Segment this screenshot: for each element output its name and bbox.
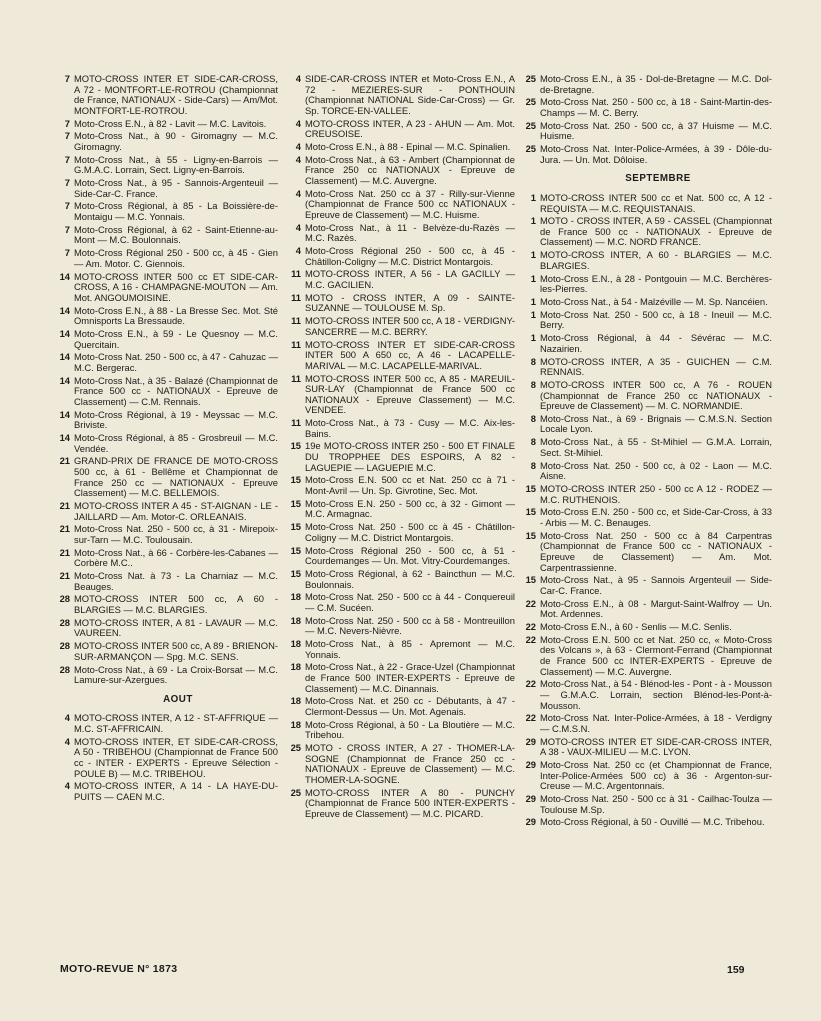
entry-text: Moto-Cross Régional, à 85 - Grosbreuil — M.C. Vendée. (74, 432, 278, 454)
entry-text: Moto-Cross Nat. Inter-Police-Armées, à 39 - Dôle-du-Jura. — Un. Mot. Dôloise. (540, 143, 772, 165)
calendar-entry (289, 223, 515, 244)
entry-day: 14 (59, 432, 70, 444)
entry-day: 1 (530, 272, 536, 284)
entry-text: Moto-Cross Régional, à 85 - La Boissière-de-Montaigu — M.C. Yonnais. (74, 200, 278, 223)
entry-day: 18 (290, 661, 301, 673)
calendar-entry (289, 293, 515, 314)
calendar-entry (58, 306, 278, 327)
entry-day: 25 (525, 96, 536, 108)
entry-text: Moto-Cross E.N. 500 cc et Nat. 250 cc, « Moto-Cross des Volcans », à 63 - Clermont-Ferrand (Championnat de France 500 cc INTER-EXPERTS - Epreuve de Classement) — M.C. Auvergne. (540, 633, 772, 677)
entry-text: Moto-Cross Nat. 250 cc (et Championnat de France, Inter-Police-Armées 500 cc) à 36 - Argenton-sur-Creuse — M.C. Argentonnais. (540, 759, 772, 792)
calendar-entry (524, 575, 772, 596)
calendar-entry (58, 178, 278, 199)
calendar-entry (289, 475, 515, 496)
calendar-entry (524, 622, 772, 633)
month-heading: SEPTEMBRE (625, 173, 691, 185)
entry-text: Moto-Cross Nat. à 73 - La Charniaz — M.C. Beauges. (74, 570, 278, 592)
entry-day: 15 (525, 506, 536, 518)
entry-text: Moto-Cross E.N., à 35 - Dol-de-Bretagne — M.C. Dol-de-Bretagne. (540, 73, 772, 95)
entry-text: Moto-Cross Nat., à 35 - Balazé (Championnat de France 500 cc - NATIONAUX - Epreuve de Classement) — C.M. Rennais. (74, 374, 278, 407)
entry-text: Moto-Cross E.N. 250 - 500 cc, à 32 - Gimont — M.C. Armagnac. (305, 497, 515, 520)
entry-day: 8 (530, 355, 536, 367)
entry-day: 22 (525, 633, 536, 645)
calendar-entry (524, 74, 772, 95)
entry-text: Moto-Cross E.N. 500 cc et Nat. 250 cc à 71 - Mont-Avril — Un. Sp. Givrotine, Sec. Mot. (305, 474, 515, 496)
calendar-entry (58, 456, 278, 498)
entry-text: Moto-Cross E.N. 250 - 500 cc, et Side-Car-Cross, à 33 - Arbis — M. C. Benauges. (540, 506, 772, 528)
calendar-entry (58, 201, 278, 222)
calendar-entry (289, 155, 515, 187)
entry-text: Moto-Cross Nat., à 95 - Sannois Argenteuil — Side-Car-C. France. (540, 574, 772, 596)
entry-day: 21 (59, 455, 70, 467)
entry-day: 7 (64, 223, 70, 235)
entry-day: 28 (59, 640, 70, 652)
calendar-entry (289, 189, 515, 221)
page-number: 159 (727, 964, 745, 976)
entry-text: Moto-Cross Nat. 250 - 500 cc, à 31 - Mirepoix-sur-Tarn — M.C. Toulousain. (74, 523, 278, 545)
entry-text: SIDE-CAR-CROSS INTER et Moto-Cross E.N., A 72 - MEZIERES-SUR - PONTHOUIN (Championnat NATIONAL Side-Car-Cross) — Gr. Sp. TORCE-EN-VALLEE. (305, 73, 515, 116)
entry-text: Moto-Cross Régional 250 - 500 cc, à 51 - Courdemanges — Un. Mot. Vitry-Courdemanges. (305, 544, 515, 567)
calendar-entry (289, 74, 515, 116)
entry-text: Moto-Cross Nat., à 55 - St-Mihiel — G.M.A. Lorrain, Sect. St-Mihiel. (540, 436, 772, 458)
entry-text: MOTO - CROSS INTER, A 27 - THOMER-LA-SOGNE (Championnat de France 250 cc - NATIONAUX - Epreuve de Classement) — M.C. THOMER-LA-SOGNE. (305, 742, 515, 785)
entry-day: 25 (525, 119, 536, 131)
entry-day: 4 (295, 187, 301, 199)
entry-day: 28 (59, 616, 70, 628)
calendar-entry (524, 297, 772, 308)
entry-day: 7 (64, 177, 70, 189)
entry-text: MOTO-CROSS INTER 500 cc, A 18 - VERDIGNY-SANCERRE — M.C. BERRY. (305, 315, 515, 337)
entry-text: MOTO-CROSS INTER 500 cc, A 85 - MAREUIL-SUR-LAY (Championnat de France 500 cc NATIONAUX - Epreuve Classement) — M.C. VENDEE. (305, 372, 515, 416)
calendar-entry (289, 418, 515, 439)
entry-day: 11 (291, 268, 301, 280)
entry-text: Moto-Cross E.N., à 88 - La Bresse Sec. Mot. Sté Omnisports La Bressaude. (74, 304, 278, 327)
entry-text: Moto-Cross Régional 250 - 500 cc, à 45 - Châtillon-Coligny — M.C. District Montargois. (305, 245, 515, 267)
entry-text: MOTO-CROSS INTER, A 12 - ST-AFFRIQUE — M.C. ST-AFFRICAIN. (74, 712, 278, 734)
entry-day: 11 (291, 372, 301, 384)
entry-text: Moto-Cross Régional, à 62 - Saint-Etienne-au-Mont — M.C. Boulonnais. (74, 223, 278, 246)
entry-text: MOTO-CROSS INTER 500 cc, A 76 - ROUEN (Championnat de France 250 cc NATIONAUX - Epreuve de Classement) — M. C. NORMANDIE. (540, 378, 772, 412)
entry-day: 15 (290, 521, 301, 533)
calendar-entry (524, 713, 772, 734)
entry-day: 1 (530, 296, 536, 307)
calendar-entry (524, 461, 772, 482)
entry-text: Moto-Cross E.N., à 28 - Pontgouin — M.C. Berchères-les-Pierres. (540, 272, 772, 295)
calendar-entry (289, 743, 515, 785)
entry-text: Moto-Cross Nat., à 54 - Malzéville — M. Sp. Nancéien. (540, 296, 768, 307)
calendar-entry (524, 599, 772, 620)
calendar-entry (289, 316, 515, 337)
entry-text: Moto-Cross Nat., à 69 - Brignais — C.M.S.N. Section Locale Lyon. (540, 412, 772, 435)
entry-text: MOTO-CROSS INTER 500 cc, A 60 - BLARGIES — M.C. BLARGIES. (74, 593, 278, 616)
entry-text: Moto-Cross Nat., à 55 - Ligny-en-Barrois — G.M.A.C. Lorrain, Sect. Ligny-en-Barrois. (74, 153, 278, 176)
calendar-entry (524, 144, 772, 165)
calendar-entry (289, 340, 515, 372)
entry-day: 1 (530, 215, 536, 227)
entry-text: Moto-Cross Nat. 250 - 500 cc à 44 - Conquereuil — C.M. Sucéen. (305, 591, 515, 613)
entry-text: Moto-Cross Nat., à 11 - Belvèze-du-Razès — M.C. Razès. (305, 221, 515, 244)
entry-text: MOTO-CROSS INTER 500 cc et Nat. 500 cc, A 12 - REQUISTA — M.C. REQUISTANAIS. (540, 191, 772, 214)
entry-day: 25 (525, 73, 536, 84)
entry-text: Moto-Cross Nat. 250 cc à 37 - Rilly-sur-Vienne (Championnat de France 500 cc NATIONAUX - Epreuve de Classement) — M.C. Huisme. (305, 187, 515, 220)
entry-day: 21 (59, 523, 70, 535)
calendar-entry (58, 131, 278, 152)
calendar-entry (524, 310, 772, 331)
calendar-entry (58, 272, 278, 304)
entry-text: MOTO-CROSS INTER, A 81 - LAVAUR — M.C. VAUREEN. (74, 616, 278, 639)
calendar-entry (289, 499, 515, 520)
entry-text: MOTO-CROSS INTER ET SIDE-CAR-CROSS, A 72 - MONTFORT-LE-ROTROU (Championnat de France, NATIONAUX - Side-Cars) — Am/Mot. MONTFORT-LE-ROTROU. (74, 73, 278, 116)
entry-day: 18 (290, 695, 301, 707)
entry-text: MOTO-CROSS INTER 500 cc ET SIDE-CAR-CROSS, A 16 - CHAMPAGNE-MOUTON — Am. Mot. ANGOUMOISINE. (74, 270, 278, 303)
entry-text: Moto-Cross Nat., à 63 - Ambert (Championnat de France 250 cc NATIONAUX - Epreuve de Classement) — M.C. Auvergne. (305, 153, 515, 186)
calendar-entry (58, 548, 278, 569)
calendar-entry (58, 524, 278, 545)
calendar-entry (524, 635, 772, 677)
entry-day: 25 (290, 742, 301, 754)
entry-day: 21 (59, 570, 70, 582)
entry-day: 18 (290, 591, 301, 603)
entry-day: 14 (59, 270, 70, 282)
entry-text: Moto-Cross Nat. 250 - 500 cc, à 47 - Cahuzac — M.C. Bergerac. (74, 351, 278, 373)
entry-day: 11 (291, 291, 301, 303)
entry-text: MOTO-CROSS INTER ET SIDE-CAR-CROSS INTER, A 38 - VAUX-MILIEU — M.C. LYON. (540, 735, 772, 758)
calendar-entry (524, 380, 772, 412)
entry-day: 28 (59, 593, 70, 605)
entry-text: Moto-Cross Nat. 250 - 500 cc, à 18 - Ineuil — M.C. Berry. (540, 308, 772, 331)
calendar-entry (58, 329, 278, 350)
calendar-entry (58, 376, 278, 408)
entry-day: 22 (525, 678, 536, 690)
entry-day: 22 (525, 712, 536, 724)
entry-text: Moto-Cross Nat. 250 - 500 cc à 58 - Montreuillon — M.C. Nevers-Nièvre. (305, 614, 515, 637)
entry-day: 25 (525, 143, 536, 155)
calendar-entry (58, 74, 278, 116)
calendar-entry (289, 546, 515, 567)
entry-day: 1 (530, 308, 536, 320)
entry-text: Moto-Cross Nat. 250 - 500 cc, à 02 - Laon — M.C. Aisne. (540, 459, 772, 482)
calendar-entry (58, 713, 278, 734)
entry-day: 15 (290, 497, 301, 509)
entry-day: 28 (59, 663, 70, 675)
entry-text: Moto-Cross Nat., à 66 - Corbère-les-Cabanes — Corbère M.C.. (74, 546, 278, 569)
calendar-entry (524, 250, 772, 271)
entry-day: 14 (59, 408, 70, 420)
entry-text: Moto-Cross Régional, à 62 - Baincthun — M.C. Boulonnais. (305, 567, 515, 590)
entry-day: 7 (64, 200, 70, 212)
calendar-entry (289, 662, 515, 694)
entry-day: 4 (295, 245, 301, 257)
entry-day: 4 (64, 712, 70, 724)
entry-text: Moto-Cross Nat. et 250 cc - Débutants, à 47 - Clermont-Dessus — Un. Mot. Agenais. (305, 695, 515, 717)
calendar-entry (524, 484, 772, 505)
entry-text: MOTO-CROSS INTER, ET SIDE-CAR-CROSS, A 50 - TRIBEHOU (Championnat de France 500 cc - INTER - EXPERTS - Epreuve Sélection - POULE B) — M.C. TRIBEHOU. (74, 735, 278, 779)
calendar-entry (524, 274, 772, 295)
calendar-entry (58, 352, 278, 373)
entry-text: Moto-Cross Nat. 250 - 500 cc à 31 - Cailhac-Toulza — Toulouse M.Sp. (540, 793, 772, 815)
entry-text: Moto-Cross E.N., à 82 - Lavit — M.C. Lavitois. (74, 117, 267, 129)
entry-text: Moto-Cross Nat. 250 - 500 cc, à 18 - Saint-Martin-des-Champs — M. C. Berry. (540, 96, 772, 118)
entry-day: 11 (291, 315, 301, 327)
calendar-entry (289, 639, 515, 660)
calendar-entry (524, 817, 772, 828)
calendar-entry (58, 155, 278, 176)
calendar-entry (524, 193, 772, 214)
calendar-entry (58, 119, 278, 130)
column-1 (58, 74, 278, 805)
entry-text: Moto-Cross E.N., à 08 - Margut-Saint-Walfroy — Un. Mot. Ardennes. (540, 597, 772, 620)
entry-text: Moto-Cross Nat., à 73 - Cusy — M.C. Aix-les-Bains. (305, 417, 515, 439)
entry-day: 7 (64, 130, 70, 142)
calendar-entry (289, 441, 515, 473)
entry-text: MOTO-CROSS INTER 250 - 500 cc A 12 - RODEZ — M.C. RUTHENOIS. (540, 483, 772, 505)
calendar-entry (289, 616, 515, 637)
entry-text: MOTO-CROSS INTER A 80 - PUNCHY (Championnat de France 500 INTER-EXPERTS - Epreuve de Classement) — M.C. PICARD. (305, 786, 515, 819)
entry-text: Moto-Cross Nat., à 54 - Blénod-les - Pont - à - Mousson — G.M.A.C. Lorrain, section Blénod-les-Pont-à-Mousson. (540, 678, 772, 711)
entry-day: 4 (64, 735, 70, 747)
entry-text: 19e MOTO-CROSS INTER 250 - 500 ET FINALE DU TROPPHEE DES ESPOIRS, A 82 - LAGUEPIE — LAGUEPIE M.C. (305, 440, 515, 473)
entry-day: 18 (290, 614, 301, 626)
calendar-entry (58, 433, 278, 454)
calendar-entry (289, 142, 515, 153)
calendar-entry (58, 641, 278, 662)
entry-day: 15 (290, 544, 301, 556)
entry-day: 8 (530, 412, 536, 424)
calendar-entry (58, 571, 278, 592)
entry-text: Moto-Cross Nat. 250 - 500 cc à 45 - Châtillon-Coligny — M.C. District Montargois. (305, 521, 515, 543)
entry-day: 4 (295, 73, 301, 84)
entry-day: 15 (290, 567, 301, 579)
entry-day: 7 (64, 247, 70, 259)
column-2 (289, 74, 515, 822)
entry-text: Moto-Cross E.N., à 59 - Le Quesnoy — M.C. Quercitain. (74, 327, 278, 350)
calendar-entry (58, 737, 278, 779)
entry-text: Moto-Cross Nat. Inter-Police-Armées, à 18 - Verdigny — C.M.S.N. (540, 712, 772, 734)
calendar-entry (524, 97, 772, 118)
entry-text: Moto-Cross Régional, à 44 - Sévérac — M.C. Nazairien. (540, 332, 772, 354)
entry-text: Moto-Cross Régional 250 - 500 cc, à 45 - Gien — Am. Motor. C. Giennois. (74, 247, 278, 269)
entry-day: 29 (525, 816, 536, 828)
calendar-entry (289, 569, 515, 590)
entry-text: MOTO-CROSS INTER 500 cc, A 89 - BRIENON-SUR-ARMANÇON — Spg. M.C. SENS. (74, 640, 278, 662)
entry-text: MOTO-CROSS INTER, A 14 - LA HAYE-DU-PUITS — CAEN M.C. (74, 780, 278, 802)
entry-day: 15 (525, 574, 536, 586)
calendar-entry (58, 225, 278, 246)
entry-day: 4 (64, 780, 70, 792)
calendar-entry (524, 794, 772, 815)
magazine-issue: MOTO-REVUE N° 1873 (60, 963, 178, 975)
entry-day: 15 (290, 474, 301, 486)
entry-day: 7 (64, 73, 70, 84)
calendar-entry (289, 119, 515, 140)
entry-day: 11 (291, 417, 301, 429)
entry-day: 1 (530, 191, 536, 203)
entry-day: 11 (291, 338, 301, 350)
entry-text: Moto-Cross Nat. 250 - 500 cc à 84 Carpentras (Championnat de France 500 cc - NATIONAUX - Epreuve de Classement) — Am. Mot. Carpentrassienne. (540, 529, 772, 573)
entry-day: 21 (59, 546, 70, 558)
calendar-entry (524, 437, 772, 458)
entry-day: 21 (59, 499, 70, 511)
entry-text: Moto-Cross E.N., à 60 - Senlis — M.C. Senlis. (540, 621, 732, 633)
entry-day: 1 (530, 332, 536, 344)
entry-day: 25 (290, 786, 301, 798)
entry-day: 15 (290, 440, 301, 452)
calendar-entry (289, 374, 515, 416)
calendar-entry (58, 410, 278, 431)
entry-text: MOTO-CROSS INTER, A 35 - GUICHEN — C.M. RENNAIS. (540, 355, 772, 378)
entry-text: MOTO-CROSS INTER, A 23 - AHUN — Am. Mot. CREUSOISE. (305, 117, 515, 140)
calendar-entry (58, 618, 278, 639)
calendar-entry (58, 594, 278, 615)
entry-day: 18 (290, 718, 301, 730)
entry-day: 14 (59, 374, 70, 386)
entry-text: Moto-Cross Nat., à 90 - Giromagny — M.C. Giromagny. (74, 130, 278, 152)
entry-day: 4 (295, 117, 301, 129)
entry-text: Moto-Cross Nat., à 85 - Apremont — M.C. Yonnais. (305, 638, 515, 660)
entry-text: Moto-Cross Nat., à 22 - Grace-Uzel (Championnat de France 500 INTER-EXPERTS - Epreuve de Classement) — M.C. Dinannais. (305, 661, 515, 694)
entry-day: 8 (530, 378, 536, 390)
calendar-entry (289, 522, 515, 543)
entry-text: MOTO-CROSS INTER A 45 - ST-AIGNAN - LE - JAILLARD — Am. Motor-C. ORLEANAIS. (74, 499, 278, 522)
calendar-entry (289, 269, 515, 290)
calendar-entry (524, 357, 772, 378)
entry-day: 29 (525, 735, 536, 747)
entry-text: GRAND-PRIX DE FRANCE DE MOTO-CROSS 500 cc, à 61 - Bellême et Championnat de France 250 cc — NATIONAUX - Epreuve Classement) — M.C. BELLEMOIS. (74, 455, 278, 499)
entry-day: 7 (64, 117, 70, 129)
entry-day: 7 (64, 153, 70, 165)
entry-text: Moto-Cross Nat., à 69 - La Croix-Borsat — M.C. Lamure-sur-Azergues. (74, 663, 278, 686)
entry-text: Moto-Cross Régional, à 50 - Ouvillé — M.C. Tribehou. (540, 816, 765, 828)
entry-day: 22 (525, 597, 536, 609)
column-3 (524, 74, 772, 830)
calendar-entry (289, 246, 515, 267)
entry-day: 8 (530, 459, 536, 471)
entry-text: Moto-Cross Nat., à 95 - Sannois-Argenteuil — Side-Car-C. France. (74, 177, 278, 199)
entry-day: 15 (525, 483, 536, 494)
calendar-entry (524, 333, 772, 354)
entry-day: 4 (295, 140, 301, 152)
calendar-entry (58, 781, 278, 802)
entry-day: 4 (295, 221, 301, 233)
calendar-entry (524, 737, 772, 758)
calendar-entry (289, 788, 515, 820)
entry-text: Moto-Cross Nat. 250 - 500 cc, à 37 Huisme — M.C. Huisme. (540, 119, 772, 142)
calendar-entry (524, 414, 772, 435)
calendar-entry (524, 760, 772, 792)
calendar-entry (524, 531, 772, 573)
entry-text: MOTO-CROSS INTER ET SIDE-CAR-CROSS INTER 500 A 650 cc, A 46 - LACAPELLE-MARIVAL — M.C. LACAPELLE-MARIVAL. (305, 338, 515, 371)
entry-day: 1 (530, 249, 536, 261)
entry-text: MOTO - CROSS INTER, A 09 - SAINTE-SUZANNE — TOULOUSE M. Sp. (305, 291, 515, 314)
calendar-entry (524, 507, 772, 528)
entry-day: 22 (525, 621, 536, 633)
calendar-entry (289, 720, 515, 741)
calendar-entry (524, 121, 772, 142)
entry-text: Moto-Cross Régional, à 50 - La Bloutière — M.C. Tribehou. (305, 718, 515, 741)
entry-text: MOTO - CROSS INTER, A 59 - CASSEL (Championnat de France 500 cc - NATIONAUX - Epreuve de Classement) — M.C. NORD FRANCE. (540, 215, 772, 248)
entry-day: 18 (290, 638, 301, 650)
calendar-entry (58, 665, 278, 686)
entry-day: 29 (525, 759, 536, 771)
calendar-entry (58, 248, 278, 269)
calendar-entry (289, 696, 515, 717)
month-heading: AOUT (163, 693, 193, 705)
entry-day: 14 (59, 351, 70, 363)
entry-day: 14 (59, 304, 70, 316)
calendar-entry (524, 679, 772, 711)
entry-day: 29 (525, 793, 536, 805)
calendar-entry (58, 501, 278, 522)
entry-text: MOTO-CROSS INTER, A 60 - BLARGIES — M.C. BLARGIES. (540, 249, 772, 271)
entry-text: Moto-Cross Régional, à 19 - Meyssac — M.C. Briviste. (74, 408, 278, 431)
entry-day: 14 (59, 327, 70, 339)
entry-day: 8 (530, 436, 536, 448)
entry-text: Moto-Cross E.N., à 88 - Epinal — M.C. Spinalien. (305, 140, 511, 152)
entry-day: 15 (525, 529, 536, 541)
calendar-entry (524, 216, 772, 248)
entry-day: 4 (295, 153, 301, 165)
calendar-entry (289, 592, 515, 613)
entry-text: MOTO-CROSS INTER, A 56 - LA GACILLY — M.C. GACILIEN. (305, 268, 515, 290)
